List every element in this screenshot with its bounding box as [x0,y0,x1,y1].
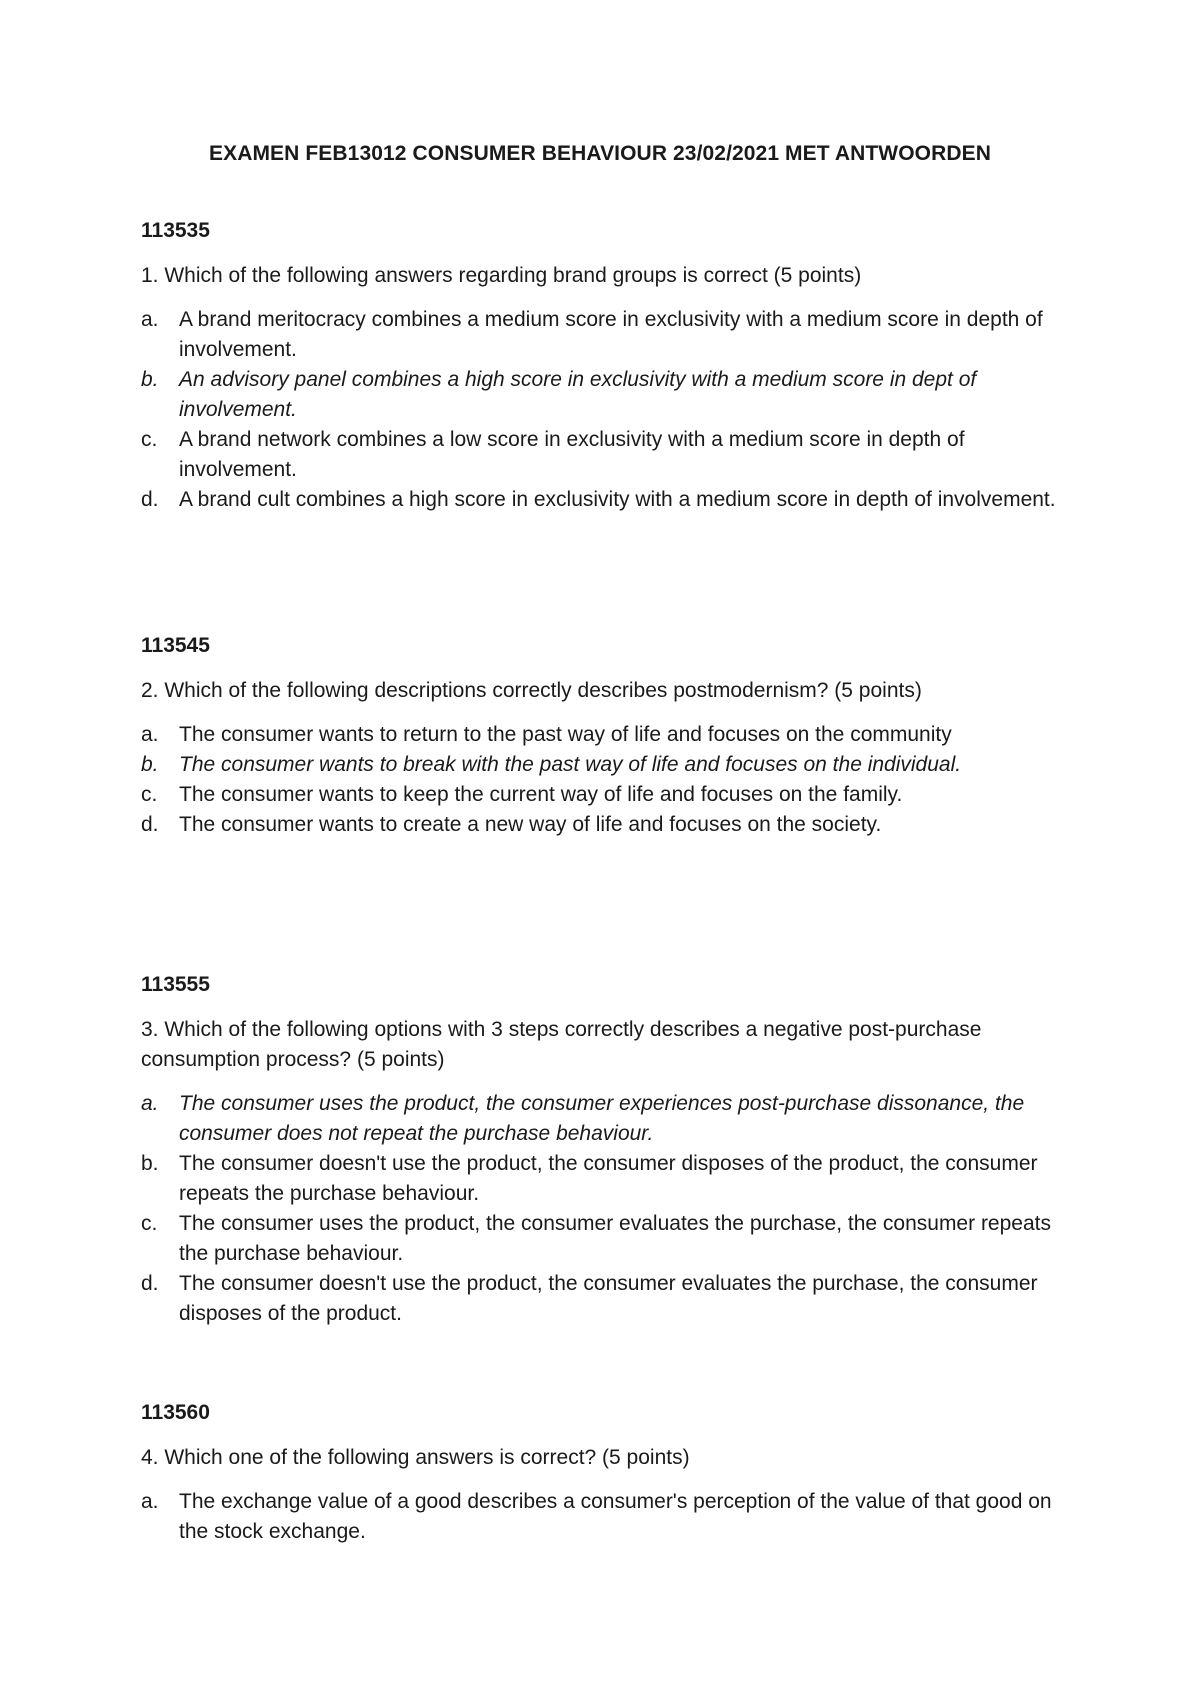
option-text: The consumer wants to keep the current way of life and focuses on the family. [179,783,903,806]
question-text: 4. Which one of the following answers is correct? (5 points) [141,1446,690,1469]
option-letter: b. [141,1152,159,1175]
option-text: The consumer wants to create a new way of life and focuses on the society. [179,813,882,836]
question-2 [141,634,1081,840]
option-text: The consumer doesn't use the product, the consumer evaluates the purchase, the consumer disposes of the product. [179,1272,1038,1325]
answer-option-d [141,485,1081,515]
option-letter: c. [141,428,158,451]
question-text: 3. Which of the following options with 3 steps correctly describes a negative post-purchase consumption process? (5 points) [141,1018,982,1071]
option-text: The consumer wants to break with the past way of life and focuses on the individual. [179,753,962,776]
option-text: The consumer uses the product, the consumer experiences post-purchase dissonance, the consumer does not repeat the purchase behaviour. [179,1092,1025,1145]
option-text: A brand network combines a low score in exclusivity with a medium score in depth of involvement. [179,428,965,481]
option-letter: d. [141,813,159,836]
answer-options [141,1487,1081,1547]
option-text: The consumer wants to return to the past way of life and focuses on the community [179,723,952,746]
answer-option-a-correct [141,1089,1081,1149]
option-letter: b. [141,368,159,391]
question-id: 113545 [141,634,210,657]
option-text: The consumer uses the product, the consumer evaluates the purchase, the consumer repeats the purchase behaviour. [179,1212,1051,1265]
answer-option-d [141,810,1081,840]
option-letter: a. [141,1092,159,1115]
question-3 [141,973,1081,1329]
question-4 [141,1401,1081,1547]
answer-option-b-correct [141,365,1081,425]
answer-option-a [141,305,1081,365]
answer-options [141,720,1081,840]
option-letter: d. [141,1272,159,1295]
answer-option-b [141,1149,1081,1209]
answer-option-c [141,780,1081,810]
question-text: 2. Which of the following descriptions correctly describes postmodernism? (5 points) [141,679,922,702]
question-1 [141,219,1081,515]
option-text: The consumer doesn't use the product, the consumer disposes of the product, the consumer repeats the purchase behaviour. [179,1152,1038,1205]
question-text: 1. Which of the following answers regarding brand groups is correct (5 points) [141,264,862,287]
option-text: The exchange value of a good describes a consumer's perception of the value of that good on the stock exchange. [179,1490,1052,1543]
answer-option-d [141,1269,1081,1329]
answer-option-c [141,425,1081,485]
option-letter: a. [141,308,159,331]
option-letter: d. [141,488,159,511]
question-id: 113535 [141,219,210,242]
option-letter: a. [141,723,159,746]
answer-option-c [141,1209,1081,1269]
answer-option-b-correct [141,750,1081,780]
answer-option-a [141,720,1081,750]
question-id: 113555 [141,973,210,996]
option-letter: c. [141,1212,158,1235]
answer-options [141,1089,1081,1329]
answer-option-a [141,1487,1081,1547]
document-title: EXAMEN FEB13012 CONSUMER BEHAVIOUR 23/02/2021 MET ANTWOORDEN [208,142,991,165]
option-text: A brand meritocracy combines a medium score in exclusivity with a medium score in depth of involvement. [179,308,1043,361]
option-text: An advisory panel combines a high score in exclusivity with a medium score in dept of involvement. [179,368,977,421]
option-letter: b. [141,753,159,776]
option-letter: c. [141,783,158,806]
answer-options [141,305,1081,515]
option-letter: a. [141,1490,159,1513]
question-id: 113560 [141,1401,210,1424]
option-text: A brand cult combines a high score in exclusivity with a medium score in depth of involvement. [179,488,1056,511]
